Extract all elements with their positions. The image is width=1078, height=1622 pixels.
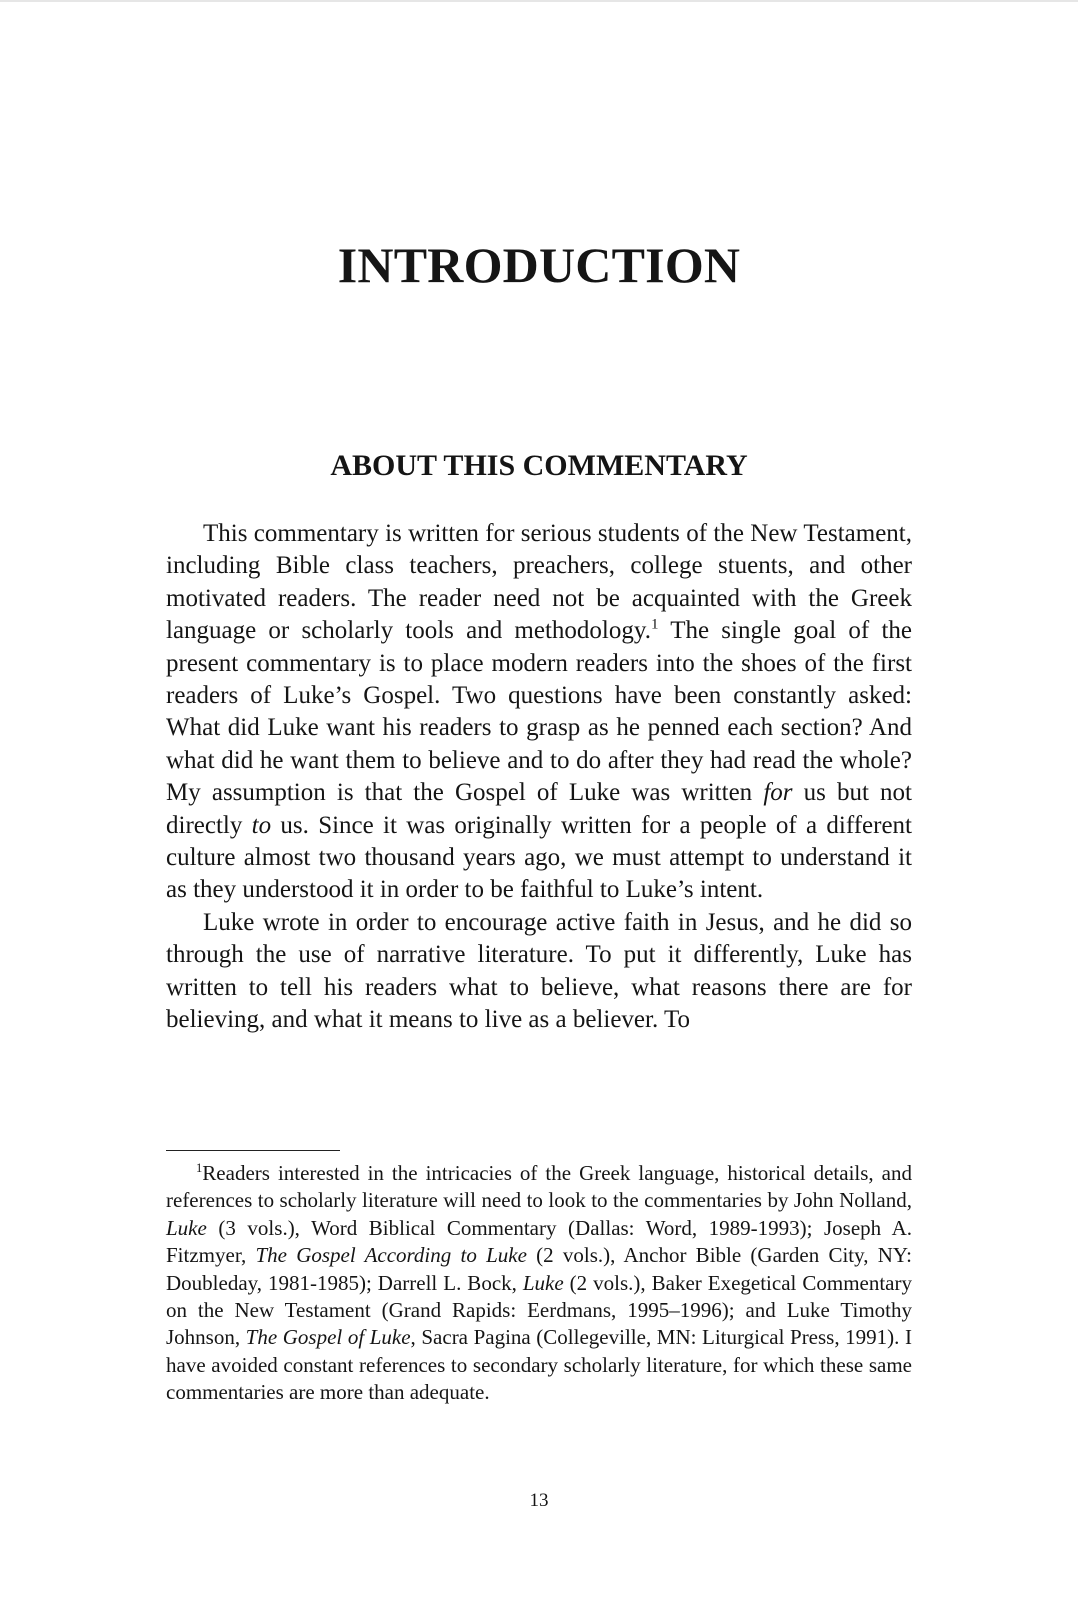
footnote-text-a: Readers interested in the intricacies of the Greek language, historical details, and references to scholarly literature will need to look to the commentaries by John Nolland, xyxy=(166,1161,912,1213)
body-text xyxy=(166,518,912,1037)
top-edge-line xyxy=(0,0,1078,2)
paragraph-2: Luke wrote in order to encourage active faith in Jesus, and he did so through the use of narrative literature. To put it differently, Luke has written to tell his readers what to believe, what reasons there are for believing, and what it means to live as a believer. To xyxy=(166,908,912,1034)
paragraph-1-text-a: This commentary is written for serious students of the New Testament, including Bible class teachers, preachers, college stuents, and other motivated readers. The reader need not be acquainted with the Greek language or scholarly tools and methodology. xyxy=(166,520,912,645)
footnote xyxy=(166,1160,912,1407)
footnote-title-1: Luke xyxy=(166,1215,207,1240)
paragraph-1-text-c: us but not directly xyxy=(166,779,912,839)
footnote-title-3: Luke xyxy=(522,1270,564,1295)
chapter-title: INTRODUCTION xyxy=(337,237,741,293)
section-heading: ABOUT THIS COMMENTARY xyxy=(330,449,748,482)
footnote-title-4: The Gospel of Luke xyxy=(245,1325,411,1350)
emphasis-to: to xyxy=(251,811,272,839)
page-number: 13 xyxy=(529,1490,549,1511)
footnote-text-e: , Sacra Pagina (Collegeville, MN: Liturgical Press, 1991). I have avoided constant references to secondary scholarly literature, for which these same commentaries are more than adequate. xyxy=(166,1325,912,1405)
footnote-text-c: (2 vols.), Anchor Bible (Garden City, NY: Doubleday, 1981-1985); Darrell L. Bock, xyxy=(166,1243,912,1295)
footnote-separator xyxy=(166,1150,340,1151)
footnote-marker: 1 xyxy=(196,1161,203,1175)
footnote-text-d: (2 vols.), Baker Exegetical Commentary on the New Testament (Grand Rapids: Eerdmans, 1995–1996); and Luke Timothy Johnson, xyxy=(166,1270,912,1350)
paragraph-1-text-d: us. Since it was originally written for a people of a different culture almost two thousand years ago, we must attempt to understand it as they understood it in order to be faithful to Luke’s intent. xyxy=(166,811,912,904)
footnote-text-b: (3 vols.), Word Biblical Commentary (Dallas: Word, 1989-1993); Joseph A. Fitzmyer, xyxy=(166,1215,912,1268)
footnote-reference: 1 xyxy=(650,616,659,633)
paragraph-1-text-b: The single goal of the present commentary is to place modern readers into the shoes of the first readers of Luke’s Gospel. Two questions have been constantly asked: What did Luke want his readers to grasp as he penned each section? And what did he want them to believe and to do after they had read the whole? My assumption is that the Gospel of Luke was written xyxy=(166,617,912,807)
emphasis-for: for xyxy=(763,779,793,807)
paragraph-1 xyxy=(166,518,912,907)
footnote-title-2: The Gospel According to Luke xyxy=(255,1243,527,1268)
